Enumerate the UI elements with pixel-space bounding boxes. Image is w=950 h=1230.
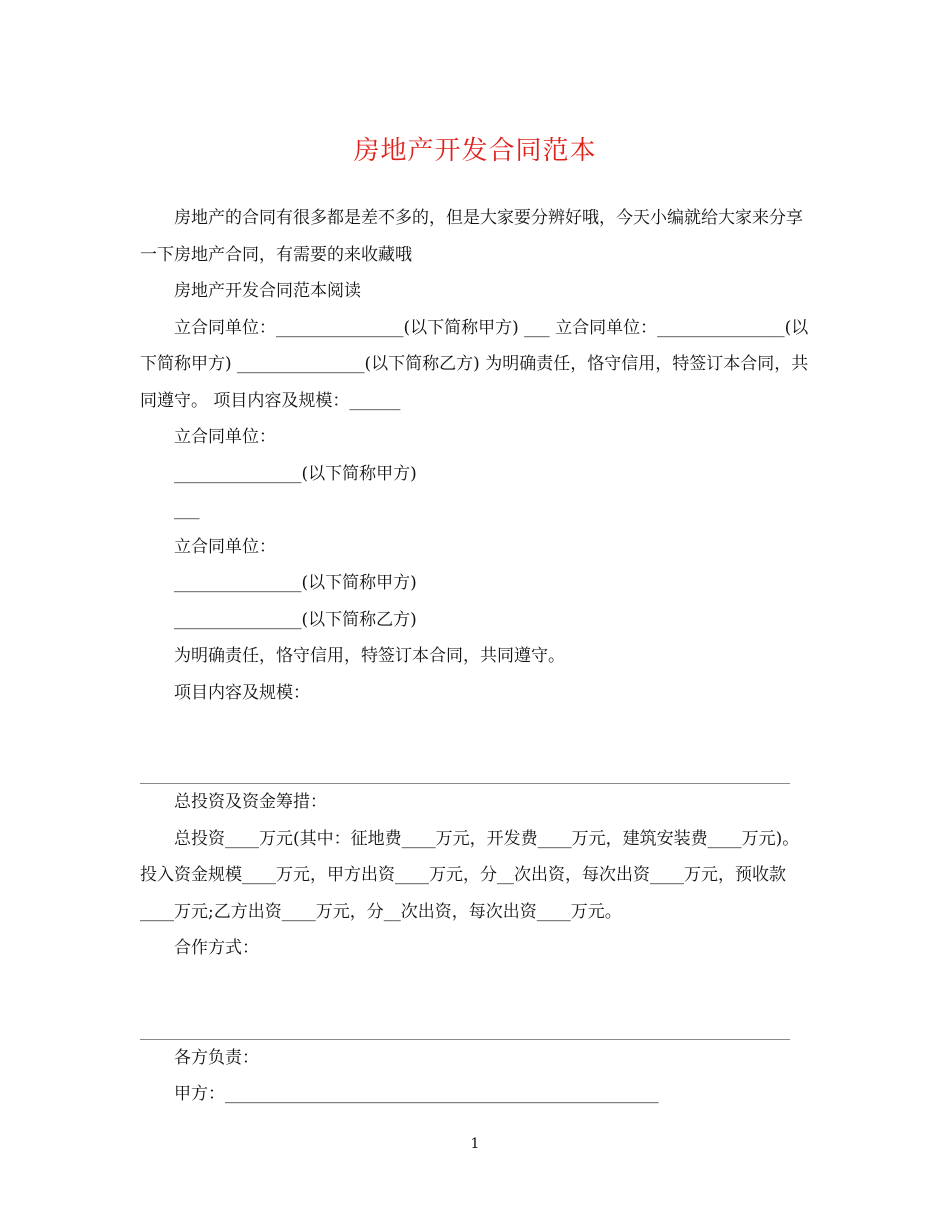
intro-paragraph: 房地产的合同有很多都是差不多的，但是大家要分辨好哦，今天小编就给大家来分享一下房地产合同，有需要的来收藏哦 bbox=[140, 208, 803, 265]
responsibility-paragraph: 为明确责任，恪守信用，特签订本合同，共同遵守。 bbox=[174, 646, 565, 666]
project-scope-label: 项目内容及规模： bbox=[174, 682, 310, 703]
blank-space bbox=[140, 711, 812, 783]
party-a-line-1: _______________(以下简称甲方) bbox=[174, 463, 417, 484]
duties-label: 各方负责： bbox=[174, 1047, 259, 1068]
cooperation-label: 合作方式： bbox=[174, 938, 259, 958]
investment-detail-paragraph: 总投资____万元(其中：征地费____万元，开发费____万元，建筑安装费____万元)。投入资金规模____万元，甲方出资____万元，分__次出资，每次出资____万元，预收款____万元;乙方出资____万元，分__次出资，每次出资____万元。 bbox=[140, 828, 800, 922]
short-blank-line: ___ bbox=[174, 500, 200, 520]
party-a-duty-line: 甲方：___________________________________________________ bbox=[174, 1084, 659, 1104]
party-b-line: _______________(以下简称乙方) bbox=[174, 609, 417, 630]
document-body bbox=[140, 200, 812, 1113]
blank-space bbox=[140, 967, 812, 1039]
page-number: 1 bbox=[470, 1136, 480, 1152]
party-a-line-2: _______________(以下简称甲方) bbox=[174, 573, 417, 593]
party-label-1: 立合同单位： bbox=[174, 427, 276, 447]
investment-heading: 总投资及资金筹措： bbox=[174, 792, 327, 812]
summary-paragraph: 立合同单位：_______________(以下简称甲方) ___ 立合同单位：_______________(以下简称甲方) _______________(以下简称乙方) 为明确责任，恪守信用，特签订本合同，共同遵守。 项目内容及规模：______ bbox=[140, 317, 809, 411]
document-title: 房地产开发合同范本 bbox=[353, 136, 597, 166]
party-label-2: 立合同单位： bbox=[174, 536, 276, 557]
reading-heading: 房地产开发合同范本阅读 bbox=[174, 281, 361, 301]
